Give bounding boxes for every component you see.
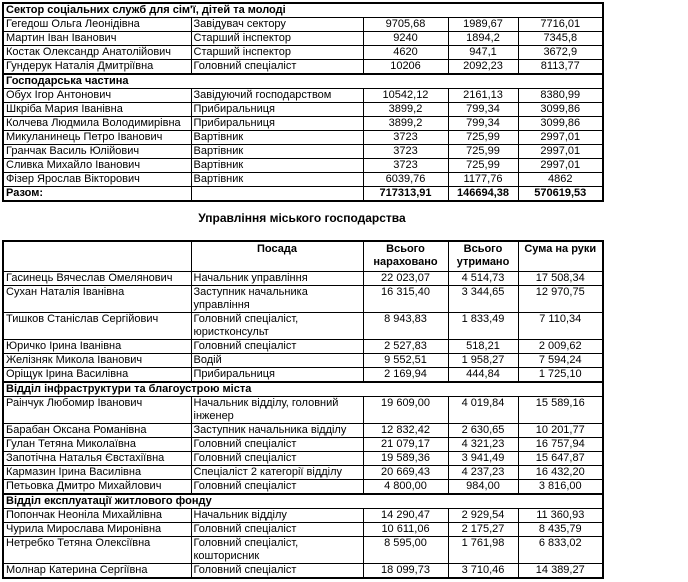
- table-row: [3, 286, 603, 313]
- position-cell: Головний спеціаліст, кошторисник: [191, 537, 363, 564]
- table-row: [3, 313, 603, 340]
- table-row: [3, 452, 603, 466]
- accrued-cell: 2 527,83: [363, 340, 448, 354]
- position-cell: Начальник відділу, головний інженер: [191, 397, 363, 424]
- position-cell: Головний спеціаліст: [191, 60, 363, 75]
- accrued-cell: 3723: [363, 131, 448, 145]
- accrued-cell: 16 315,40: [363, 286, 448, 313]
- table-row: [3, 32, 603, 46]
- table-row: [3, 368, 603, 383]
- withheld-cell: 2 929,54: [448, 509, 518, 523]
- net-cell: 7345,8: [518, 32, 603, 46]
- withheld-cell: 725,99: [448, 131, 518, 145]
- table-row: [3, 117, 603, 131]
- net-cell: 8380,99: [518, 89, 603, 103]
- employee-name-cell: Гундерук Наталія Дмитріївна: [3, 60, 191, 75]
- withheld-cell: 3 710,46: [448, 564, 518, 579]
- position-cell: Спеціаліст 2 категорії відділу: [191, 466, 363, 480]
- net-cell: 8 435,79: [518, 523, 603, 537]
- table-row: [3, 354, 603, 368]
- salary-table-1-body: [3, 3, 603, 201]
- net-cell: 12 970,75: [518, 286, 603, 313]
- withheld-cell: 1 761,98: [448, 537, 518, 564]
- salary-table-2-header: [3, 241, 603, 272]
- position-cell: Вартівник: [191, 159, 363, 173]
- employee-name-cell: Желізняк Микола Іванович: [3, 354, 191, 368]
- position-cell: Завідувач сектору: [191, 18, 363, 32]
- withheld-cell: 3 344,65: [448, 286, 518, 313]
- withheld-cell: 1894,2: [448, 32, 518, 46]
- salary-table-2-body: [3, 272, 603, 579]
- accrued-cell: 8 943,83: [363, 313, 448, 340]
- net-cell: 2997,01: [518, 145, 603, 159]
- total-label-cell: Разом:: [3, 187, 191, 202]
- withheld-cell: 518,21: [448, 340, 518, 354]
- accrued-cell: 717313,91: [363, 187, 448, 202]
- accrued-cell: 6039,76: [363, 173, 448, 187]
- accrued-cell: 12 832,42: [363, 424, 448, 438]
- employee-name-cell: Юричко Ірина Іванівна: [3, 340, 191, 354]
- net-cell: 16 432,20: [518, 466, 603, 480]
- withheld-cell: 2 175,27: [448, 523, 518, 537]
- accrued-cell: 4620: [363, 46, 448, 60]
- accrued-cell: 2 169,94: [363, 368, 448, 383]
- withheld-cell: 4 019,84: [448, 397, 518, 424]
- withheld-cell: 1 958,27: [448, 354, 518, 368]
- column-header: [3, 241, 191, 272]
- table-row: [3, 340, 603, 354]
- salary-table-social-services: [2, 2, 604, 202]
- position-cell: Водій: [191, 354, 363, 368]
- accrued-cell: 9 552,51: [363, 354, 448, 368]
- accrued-cell: 14 290,47: [363, 509, 448, 523]
- net-cell: 1 725,10: [518, 368, 603, 383]
- table-row: [3, 537, 603, 564]
- withheld-cell: 146694,38: [448, 187, 518, 202]
- employee-name-cell: Костак Олександр Анатолійович: [3, 46, 191, 60]
- table-row: [3, 466, 603, 480]
- section-header-row: [3, 494, 603, 509]
- salary-table-city-administration: [2, 240, 604, 579]
- accrued-cell: 18 099,73: [363, 564, 448, 579]
- table-row: [3, 272, 603, 286]
- employee-name-cell: Молнар Катерина Сергіївна: [3, 564, 191, 579]
- net-cell: 7 594,24: [518, 354, 603, 368]
- net-cell: 3 816,00: [518, 480, 603, 495]
- section-header-label: Сектор соціальних служб для сім'ї, дітей та молоді: [3, 3, 603, 18]
- net-cell: 3099,86: [518, 103, 603, 117]
- accrued-cell: 9705,68: [363, 18, 448, 32]
- table-title: Управління міського господарства: [198, 211, 406, 225]
- section-header-label: Господарська частина: [3, 74, 603, 89]
- employee-name-cell: Гулан Тетяна Миколаївна: [3, 438, 191, 452]
- section-header-row: [3, 382, 603, 397]
- section-header-label: Відділ інфраструктури та благоустрою міста: [3, 382, 603, 397]
- withheld-cell: 725,99: [448, 145, 518, 159]
- total-row: [3, 187, 603, 202]
- net-cell: 2 009,62: [518, 340, 603, 354]
- withheld-cell: 2092,23: [448, 60, 518, 75]
- accrued-cell: 10206: [363, 60, 448, 75]
- net-cell: 8113,77: [518, 60, 603, 75]
- table-row: [3, 103, 603, 117]
- accrued-cell: 22 023,07: [363, 272, 448, 286]
- net-cell: 7716,01: [518, 18, 603, 32]
- withheld-cell: 2 630,65: [448, 424, 518, 438]
- net-cell: 3099,86: [518, 117, 603, 131]
- accrued-cell: 21 079,17: [363, 438, 448, 452]
- employee-name-cell: Сухан Наталія Іванівна: [3, 286, 191, 313]
- employee-name-cell: Раінчук Любомир Іванович: [3, 397, 191, 424]
- employee-name-cell: Нетребко Тетяна Олексіївна: [3, 537, 191, 564]
- position-cell: Головний спеціаліст: [191, 564, 363, 579]
- employee-name-cell: Гранчак Василь Юлійович: [3, 145, 191, 159]
- accrued-cell: 19 609,00: [363, 397, 448, 424]
- table-row: [3, 89, 603, 103]
- net-cell: 3672,9: [518, 46, 603, 60]
- position-cell: Прибиральниця: [191, 117, 363, 131]
- withheld-cell: 4 237,23: [448, 466, 518, 480]
- employee-name-cell: Шкріба Мария Іванівна: [3, 103, 191, 117]
- withheld-cell: 799,34: [448, 103, 518, 117]
- accrued-cell: 3723: [363, 145, 448, 159]
- table-row: [3, 18, 603, 32]
- net-cell: 2997,01: [518, 159, 603, 173]
- employee-name-cell: Сливка Михайло Іванович: [3, 159, 191, 173]
- employee-name-cell: Барабан Оксана Романівна: [3, 424, 191, 438]
- withheld-cell: 4 321,23: [448, 438, 518, 452]
- position-cell: [191, 187, 363, 202]
- position-cell: Прибиральниця: [191, 103, 363, 117]
- accrued-cell: 3899,2: [363, 103, 448, 117]
- net-cell: 17 508,34: [518, 272, 603, 286]
- accrued-cell: 19 589,36: [363, 452, 448, 466]
- position-cell: Головний спеціаліст: [191, 480, 363, 495]
- employee-name-cell: Гасинець Вячеслав Омелянович: [3, 272, 191, 286]
- table-row: [3, 424, 603, 438]
- employee-name-cell: Микуланинець Петро Іванович: [3, 131, 191, 145]
- net-cell: 10 201,77: [518, 424, 603, 438]
- section-header-row: [3, 74, 603, 89]
- section-header-row: [3, 3, 603, 18]
- table-row: [3, 480, 603, 495]
- employee-name-cell: Мартин Іван Іванович: [3, 32, 191, 46]
- table-row: [3, 145, 603, 159]
- employee-name-cell: Колчева Людмила Володимирівна: [3, 117, 191, 131]
- employee-name-cell: Попончак Неоніла Михайлівна: [3, 509, 191, 523]
- withheld-cell: 3 941,49: [448, 452, 518, 466]
- position-cell: Головний спеціаліст: [191, 438, 363, 452]
- net-cell: 15 647,87: [518, 452, 603, 466]
- employee-name-cell: Чурила Мирослава Миронівна: [3, 523, 191, 537]
- position-cell: Вартівник: [191, 131, 363, 145]
- position-cell: Заступник начальника відділу: [191, 424, 363, 438]
- employee-name-cell: Обух Ігор Антонович: [3, 89, 191, 103]
- withheld-cell: 2161,13: [448, 89, 518, 103]
- withheld-cell: 4 514,73: [448, 272, 518, 286]
- accrued-cell: 3723: [363, 159, 448, 173]
- position-cell: Старший інспектор: [191, 32, 363, 46]
- header-row: [3, 241, 603, 272]
- accrued-cell: 3899,2: [363, 117, 448, 131]
- position-cell: Головний спеціаліст: [191, 452, 363, 466]
- withheld-cell: 1989,67: [448, 18, 518, 32]
- table-row: [3, 159, 603, 173]
- table-row: [3, 397, 603, 424]
- column-header: Всього нараховано: [363, 241, 448, 272]
- employee-name-cell: Фізер Ярослав Вікторович: [3, 173, 191, 187]
- table-row: [3, 173, 603, 187]
- position-cell: Вартівник: [191, 145, 363, 159]
- table-row: [3, 46, 603, 60]
- employee-name-cell: Оріщук Ірина Василівна: [3, 368, 191, 383]
- accrued-cell: 10 611,06: [363, 523, 448, 537]
- position-cell: Прибиральниця: [191, 368, 363, 383]
- position-cell: Начальник відділу: [191, 509, 363, 523]
- column-header: Всього утримано: [448, 241, 518, 272]
- net-cell: 14 389,27: [518, 564, 603, 579]
- withheld-cell: 725,99: [448, 159, 518, 173]
- position-cell: Начальник управління: [191, 272, 363, 286]
- employee-name-cell: Петьовка Дмитро Михайлович: [3, 480, 191, 495]
- column-header: Сума на руки: [518, 241, 603, 272]
- table-row: [3, 509, 603, 523]
- withheld-cell: 984,00: [448, 480, 518, 495]
- net-cell: 16 757,94: [518, 438, 603, 452]
- employee-name-cell: Запотічна Наталья Євстахіївна: [3, 452, 191, 466]
- accrued-cell: 4 800,00: [363, 480, 448, 495]
- position-cell: Заступник начальника управління: [191, 286, 363, 313]
- net-cell: 11 360,93: [518, 509, 603, 523]
- accrued-cell: 9240: [363, 32, 448, 46]
- position-cell: Вартівник: [191, 173, 363, 187]
- withheld-cell: 1177,76: [448, 173, 518, 187]
- employee-name-cell: Тишков Станіслав Сергійович: [3, 313, 191, 340]
- table-row: [3, 438, 603, 452]
- table-row: [3, 523, 603, 537]
- accrued-cell: 10542,12: [363, 89, 448, 103]
- position-cell: Головний спеціаліст: [191, 523, 363, 537]
- position-cell: Старший інспектор: [191, 46, 363, 60]
- withheld-cell: 444,84: [448, 368, 518, 383]
- net-cell: 15 589,16: [518, 397, 603, 424]
- position-cell: Завідуючий господарством: [191, 89, 363, 103]
- employee-name-cell: Кармазин Ірина Василівна: [3, 466, 191, 480]
- position-cell: Головний спеціаліст: [191, 340, 363, 354]
- accrued-cell: 8 595,00: [363, 537, 448, 564]
- table-row: [3, 564, 603, 579]
- net-cell: 7 110,34: [518, 313, 603, 340]
- accrued-cell: 20 669,43: [363, 466, 448, 480]
- table-row: [3, 60, 603, 75]
- column-header: Посада: [191, 241, 363, 272]
- net-cell: 2997,01: [518, 131, 603, 145]
- employee-name-cell: Гегедош Ольга Леонідівна: [3, 18, 191, 32]
- table-row: [3, 131, 603, 145]
- section-header-label: Відділ експлуатації житлового фонду: [3, 494, 603, 509]
- net-cell: 4862: [518, 173, 603, 187]
- withheld-cell: 947,1: [448, 46, 518, 60]
- withheld-cell: 799,34: [448, 117, 518, 131]
- withheld-cell: 1 833,49: [448, 313, 518, 340]
- net-cell: 6 833,02: [518, 537, 603, 564]
- position-cell: Головний спеціаліст, юристконсульт: [191, 313, 363, 340]
- net-cell: 570619,53: [518, 187, 603, 202]
